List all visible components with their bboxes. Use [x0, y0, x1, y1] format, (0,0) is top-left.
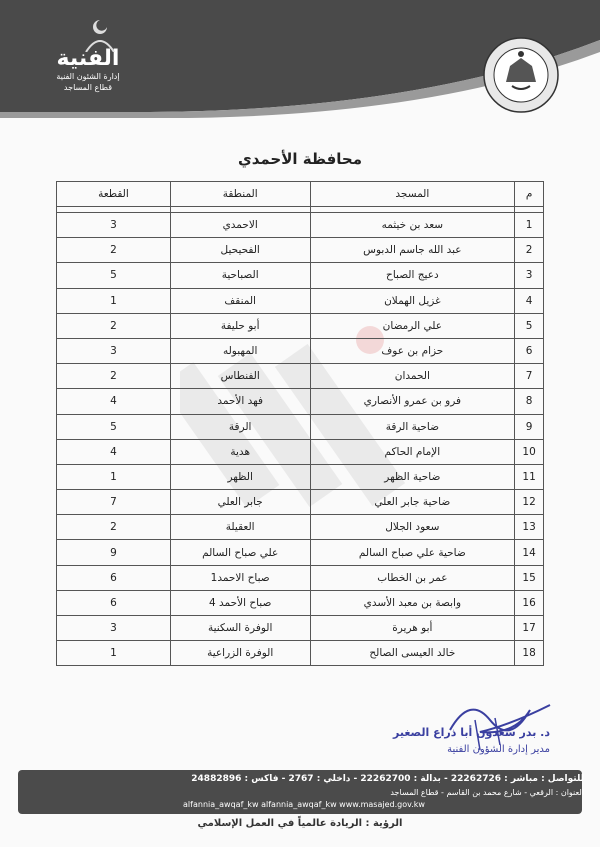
cell-area: الصباحية: [170, 263, 310, 288]
cell-area: أبو حليفة: [170, 313, 310, 338]
cell-num: 5: [515, 313, 544, 338]
cell-mosque: وابصة بن معبد الأسدي: [310, 590, 515, 615]
cell-mosque: أبو هريرة: [310, 616, 515, 641]
cell-num: 1: [515, 213, 544, 238]
cell-block: 6: [57, 565, 171, 590]
cell-num: 18: [515, 641, 544, 666]
footer-social: alfannia_awqaf_kw alfannia_awqaf_kw www.masajed.gov.kw: [183, 800, 425, 809]
cell-num: 2: [515, 238, 544, 263]
cell-block: 2: [57, 515, 171, 540]
table-row: [57, 313, 544, 338]
cell-block: 1: [57, 641, 171, 666]
table-row: [57, 590, 544, 615]
header-num: م: [515, 182, 544, 207]
table-row: [57, 338, 544, 363]
cell-mosque: عمر بن الخطاب: [310, 565, 515, 590]
cell-block: 9: [57, 540, 171, 565]
cell-num: 17: [515, 616, 544, 641]
cell-mosque: الحمدان: [310, 364, 515, 389]
cell-num: 13: [515, 515, 544, 540]
cell-num: 12: [515, 490, 544, 515]
cell-mosque: سعود الجلال: [310, 515, 515, 540]
table-row: [57, 490, 544, 515]
cell-mosque: الإمام الحاكم: [310, 439, 515, 464]
table-row: [57, 389, 544, 414]
cell-area: الظهر: [170, 464, 310, 489]
cell-mosque: ضاحية الظهر: [310, 464, 515, 489]
header-mosque: المسجد: [310, 182, 515, 207]
cell-mosque: ضاحية علي صباح السالم: [310, 540, 515, 565]
mosque-table: [56, 181, 544, 666]
cell-block: 5: [57, 263, 171, 288]
footer-address: العنوان : الرقعي - شارع محمد بن القاسم - قطاع المساجد: [390, 788, 584, 797]
cell-mosque: ضاحية جابر العلي: [310, 490, 515, 515]
page-title: محافظة الأحمدي: [237, 150, 363, 168]
table-row: [57, 464, 544, 489]
cell-mosque: فرو بن عمرو الأنصاري: [310, 389, 515, 414]
cell-area: العقيلة: [170, 515, 310, 540]
cell-area: صباح الأحمد 4: [170, 590, 310, 615]
footer-contact: للتواصل : مباشر : 22262726 - بدالة : 22262700 - داخلي : 2767 - فاكس : 24882896: [191, 774, 584, 784]
cell-num: 9: [515, 414, 544, 439]
cell-block: 3: [57, 213, 171, 238]
cell-area: الفنطاس: [170, 364, 310, 389]
cell-block: 1: [57, 288, 171, 313]
table-row: [57, 565, 544, 590]
table-row: [57, 364, 544, 389]
cell-num: 10: [515, 439, 544, 464]
table-body: [57, 207, 544, 666]
cell-num: 11: [515, 464, 544, 489]
cell-area: المهبوله: [170, 338, 310, 363]
header-area: المنطقة: [170, 182, 310, 207]
cell-area: الاحمدي: [170, 213, 310, 238]
cell-block: 1: [57, 464, 171, 489]
table-row: [57, 515, 544, 540]
cell-block: 7: [57, 490, 171, 515]
cell-area: هدية: [170, 439, 310, 464]
cell-area: الوفرة الزراعية: [170, 641, 310, 666]
cell-area: علي صباح السالم: [170, 540, 310, 565]
ministry-emblem: [482, 36, 560, 114]
cell-block: 4: [57, 389, 171, 414]
cell-num: 14: [515, 540, 544, 565]
cell-num: 4: [515, 288, 544, 313]
cell-block: 4: [57, 439, 171, 464]
cell-mosque: خالد العيسى الصالح: [310, 641, 515, 666]
cell-num: 7: [515, 364, 544, 389]
table-row: [57, 213, 544, 238]
cell-mosque: حزام بن عوف: [310, 338, 515, 363]
cell-block: 6: [57, 590, 171, 615]
cell-mosque: سعد بن خيثمه: [310, 213, 515, 238]
department-logo: [28, 12, 148, 112]
department-line-2: قطاع المساجد: [63, 83, 113, 92]
cell-area: صباح الاحمد1: [170, 565, 310, 590]
cell-block: 2: [57, 238, 171, 263]
cell-area: فهد الأحمد: [170, 389, 310, 414]
table-row: [57, 616, 544, 641]
cell-num: 3: [515, 263, 544, 288]
cell-mosque: عبد الله جاسم الدبوس: [310, 238, 515, 263]
crescent-icon: [80, 18, 120, 52]
vision-statement: الرؤية : الريادة عالمياً في العمل الإسلامي: [197, 818, 403, 829]
table-header-row: [57, 182, 544, 207]
table-row: [57, 641, 544, 666]
cell-num: 8: [515, 389, 544, 414]
table-row: [57, 540, 544, 565]
table-row: [57, 414, 544, 439]
table-row: [57, 439, 544, 464]
cell-block: 3: [57, 616, 171, 641]
cell-num: 6: [515, 338, 544, 363]
cell-area: الفحيحيل: [170, 238, 310, 263]
signatory-title: مدير إدارة الشؤون الفنية: [447, 744, 550, 755]
cell-area: المنقف: [170, 288, 310, 313]
cell-num: 16: [515, 590, 544, 615]
department-line-1: إدارة الشئون الفنية: [56, 72, 120, 81]
cell-mosque: غزيل الهملان: [310, 288, 515, 313]
header-block: القطعة: [57, 182, 171, 207]
cell-mosque: ضاحية الرقة: [310, 414, 515, 439]
table-row: [57, 288, 544, 313]
cell-block: 3: [57, 338, 171, 363]
cell-block: 5: [57, 414, 171, 439]
table-row: [57, 238, 544, 263]
cell-area: الوفرة السكنية: [170, 616, 310, 641]
signatory-name: د. بدر سعدون أبا ذراع الصغير: [393, 726, 550, 739]
brand-name: الفنية: [56, 46, 120, 71]
cell-area: الرقة: [170, 414, 310, 439]
cell-block: 2: [57, 313, 171, 338]
cell-block: 2: [57, 364, 171, 389]
cell-area: جابر العلي: [170, 490, 310, 515]
cell-mosque: دعيج الصباح: [310, 263, 515, 288]
table-row: [57, 263, 544, 288]
cell-mosque: علي الرمضان: [310, 313, 515, 338]
cell-num: 15: [515, 565, 544, 590]
